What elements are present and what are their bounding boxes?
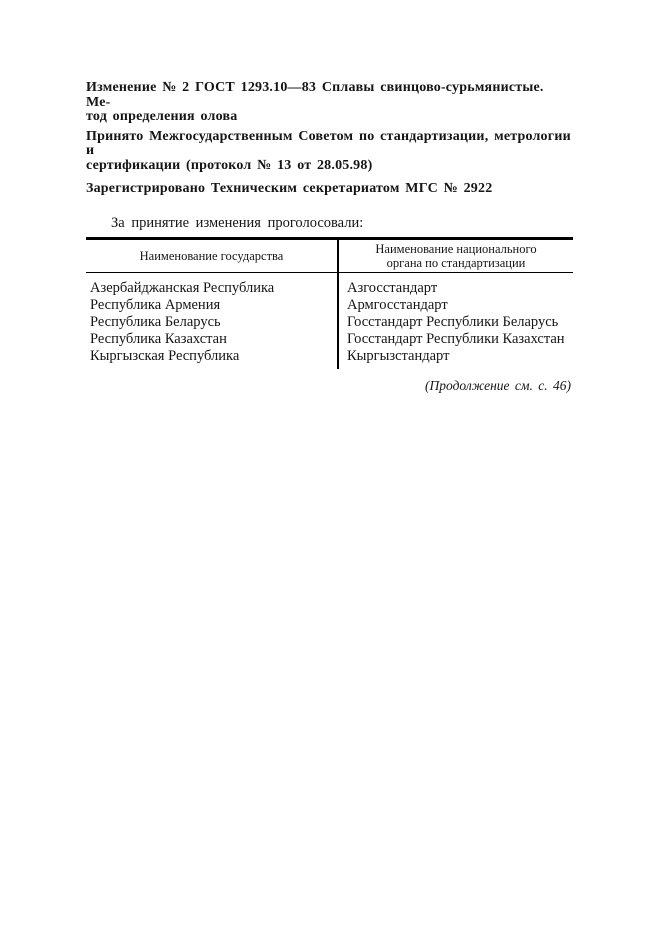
amendment-title: Изменение № 2 ГОСТ 1293.10—83 Сплавы свинцово-сурьмянистые. Ме- тод определения олова <box>86 80 544 124</box>
org-cell: Госстандарт Республики Казахстан <box>347 331 565 347</box>
registration-note: Зарегистрировано Техническим секретариатом МГС № 2922 <box>86 181 493 196</box>
state-column <box>86 240 337 369</box>
state-cell: Республика Казахстан <box>90 331 227 347</box>
continuation-note: (Продолжение см. с. 46) <box>425 378 571 393</box>
state-cell: Кыргызская Республика <box>90 348 240 364</box>
page-content <box>86 81 573 394</box>
org-column-header: Наименование национального органа по стандартизации <box>339 240 573 273</box>
state-column-header: Наименование государства <box>86 240 337 273</box>
state-cell: Республика Армения <box>90 297 221 313</box>
state-cell: Республика Беларусь <box>90 314 221 330</box>
org-cell: Кыргызстандарт <box>347 348 450 364</box>
acceptance-note: Принято Межгосударственным Советом по стандартизации, метрологии и сертификации (протокол № 13 от 28.05.98) <box>86 128 571 173</box>
org-cell: Азгосстандарт <box>347 280 438 296</box>
org-column-body <box>339 273 573 369</box>
vote-table <box>86 237 573 369</box>
org-cell: Армгосстандарт <box>347 297 448 313</box>
vote-intro: За принятие изменения проголосовали: <box>111 214 364 231</box>
state-column-body <box>86 273 337 369</box>
state-cell: Азербайджанская Республика <box>90 280 275 296</box>
org-cell: Госстандарт Республики Беларусь <box>347 314 559 330</box>
org-column <box>337 240 573 369</box>
